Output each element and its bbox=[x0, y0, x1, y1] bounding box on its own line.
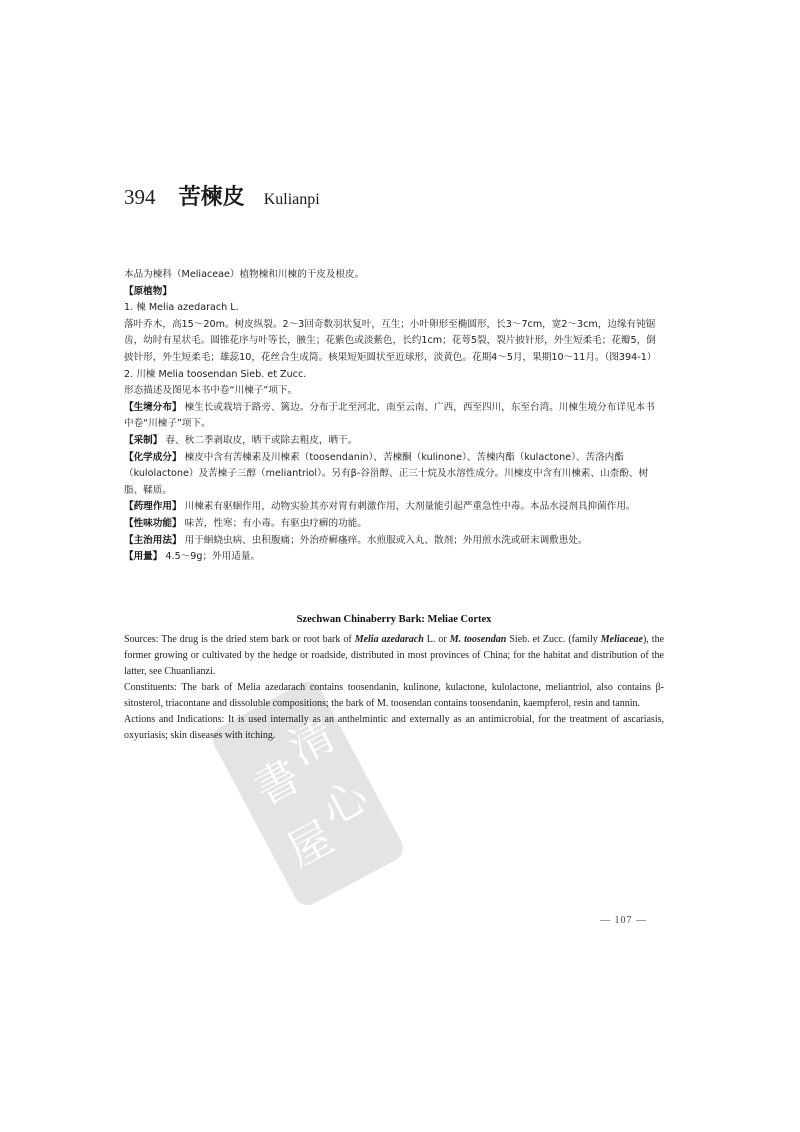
section-pharmacology: 【药理作用】 川楝素有驱蛔作用，动物实验其亦对胃有刺激作用，大剂量能引起严重急性中毒。本品水浸剂具抑菌作用。 bbox=[124, 501, 636, 513]
entry-heading bbox=[124, 180, 320, 211]
plant-1-name: 1. 楝 Melia azedarach L. bbox=[124, 302, 239, 314]
chinese-description bbox=[124, 267, 664, 566]
intro-paragraph: 本品为楝科（Meliaceae）植物楝和川楝的干皮及根皮。 bbox=[124, 269, 365, 280]
english-constituents: Constituents: The bark of Melia azedarach contains toosendanin, kulinone, kulactone, kulolactone, meliantriol, also contains β-sitosterol, triacontane and dissoluble compositions; the bark of M. toosendan contains toosendanin, kaempferol, resin and tannin. bbox=[124, 682, 664, 709]
plant-2-name: 2. 川楝 Melia toosendan Sieb. et Zucc. bbox=[124, 368, 307, 380]
section-constituents: 【化学成分】 楝皮中含有苦楝素及川楝素（toosendanin）、苦楝酮（kulinone）、苦楝内酯（kulactone）、苦洛内酯（kulolactone）及苦楝子三醇（meliantriol）。另有β-谷甾醇、正三十烷及水溶性成分。川楝皮中含有川楝素、山柰酚、树脂、鞣质。 bbox=[124, 451, 649, 496]
page-number: — 107 — bbox=[600, 915, 647, 926]
english-sources: Sources: The drug is the dried stem bark or root bark of Melia azedarach L. or M. toosendan Sieb. et Zucc. (family Meliaceae), the former growing or cultivated by the hedge or roadside, distributed in most provinces of China; for the habitat and distribution of the latter, see Chuanlianzi. bbox=[124, 634, 665, 677]
watermark-seal: 清 心 書 屋 bbox=[190, 663, 443, 937]
plant-1-description: 落叶乔木，高15～20m。树皮纵裂。2～3回奇数羽状复叶，互生；小叶卵形至椭圆形，长3～7cm，宽2～3cm，边缘有钝锯齿，幼时有星状毛。圆锥花序与叶等长，腋生；花紫色或淡紫色，长约1cm；花萼5裂，裂片披针形，外生短柔毛；花瓣5，倒披针形，外生短柔毛；雄蕊10，花丝合生成筒。核果短矩圆状至近球形，淡黄色。花期4～5月，果期10～11月。（图394-1） bbox=[124, 318, 657, 363]
section-habitat: 【生境分布】 楝生长或栽培于路旁、篱边。分布于北至河北，南至云南、广西，西至四川，东至台湾。川楝生境分布详见本书中卷“川楝子”项下。 bbox=[124, 401, 655, 430]
section-indications: 【主治用法】 用于蛔蛲虫病、虫积腹痛；外治疥癣瘙痒。水煎服或入丸、散剂；外用煎水洗或研末调敷患处。 bbox=[124, 534, 588, 546]
entry-title-chinese: 苦楝皮 bbox=[178, 185, 245, 210]
english-title: Szechwan Chinaberry Bark: Meliae Cortex bbox=[296, 614, 492, 625]
section-plant: 【原植物】 bbox=[124, 285, 172, 297]
section-collection: 【采制】 春、秋二季剥取皮，晒干或除去粗皮，晒干。 bbox=[124, 434, 358, 446]
entry-number: 394 bbox=[124, 185, 156, 209]
section-properties: 【性味功能】 味苦，性寒；有小毒。有驱虫疗癣的功能。 bbox=[124, 517, 367, 529]
english-actions: Actions and Indications: It is used internally as an anthelmintic and externally as an antimicrobial, for the treatment of ascariasis, oxyuriasis; skin diseases with itching. bbox=[124, 714, 664, 741]
plant-2-description: 形态描述及图见本书中卷“川楝子”项下。 bbox=[124, 385, 298, 397]
english-description bbox=[124, 632, 664, 744]
section-dosage: 【用量】 4.5～9g；外用适量。 bbox=[124, 551, 261, 563]
entry-title-pinyin: Kulianpi bbox=[263, 191, 320, 208]
